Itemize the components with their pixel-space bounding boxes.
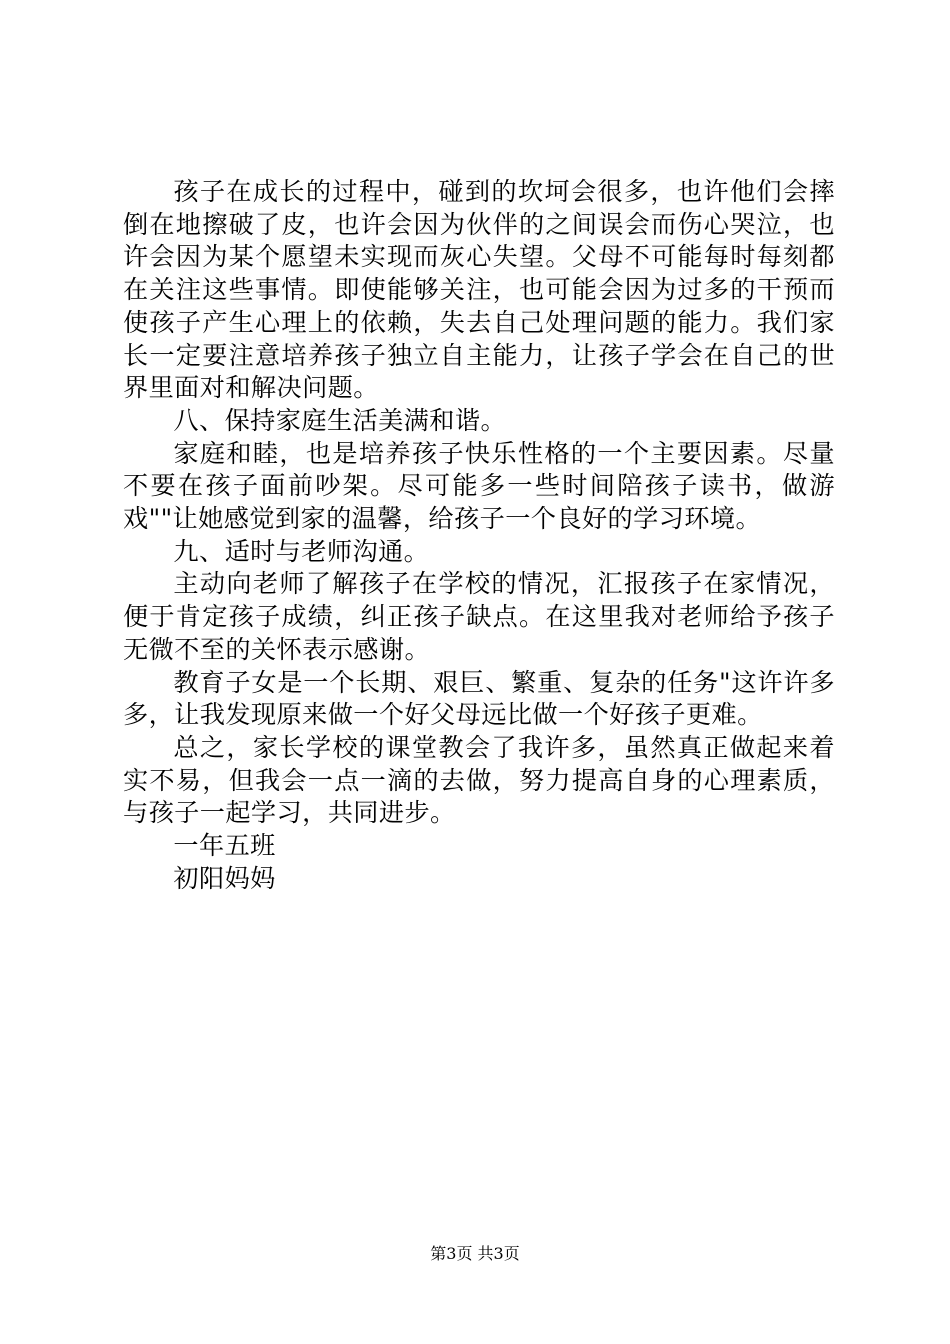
paragraph-growth-setbacks: 孩子在成长的过程中，碰到的坎坷会很多，也许他们会摔倒在地擦破了皮，也许会因为伙伴的之间误会而伤心哭泣，也许会因为某个愿望未实现而灰心失望。父母不可能每时每刻都在关注这些事情。即使能够关注，也可能会因为过多的干预而使孩子产生心理上的依赖，失去自己处理问题的能力。我们家长一定要注意培养孩子独立自主能力，让孩子学会在自己的世界里面对和解决问题。	[123, 177, 835, 403]
document-body	[123, 176, 835, 895]
paragraph-education-task: 教育子女是一个长期、艰巨、繁重、复杂的任务"这许许多多，让我发现原来做一个好父母远比做一个好孩子更难。	[123, 667, 835, 730]
paragraph-conclusion: 总之，家长学校的课堂教会了我许多，虽然真正做起来着实不易，但我会一点一滴的去做，努力提高自身的心理素质，与孩子一起学习，共同进步。	[123, 732, 835, 828]
section-heading-family-harmony: 八、保持家庭生活美满和谐。	[173, 405, 507, 435]
page-number-label: 第3页 共3页	[430, 1244, 520, 1263]
signature-class: 一年五班	[173, 831, 276, 861]
paragraph-teacher-communication: 主动向老师了解孩子在学校的情况，汇报孩子在家情况，便于肯定孩子成绩，纠正孩子缺点。在这里我对老师给予孩子无微不至的关怀表示感谢。	[123, 569, 835, 664]
paragraph-family-harmony: 家庭和睦，也是培养孩子快乐性格的一个主要因素。尽量不要在孩子面前吵架。尽可能多一些时间陪孩子读书，做游戏""让她感觉到家的温馨，给孩子一个良好的学习环境。	[123, 438, 835, 534]
signature-author: 初阳妈妈	[173, 863, 276, 893]
section-heading-teacher-communication: 九、适时与老师沟通。	[173, 536, 430, 566]
page-footer	[0, 1244, 950, 1264]
